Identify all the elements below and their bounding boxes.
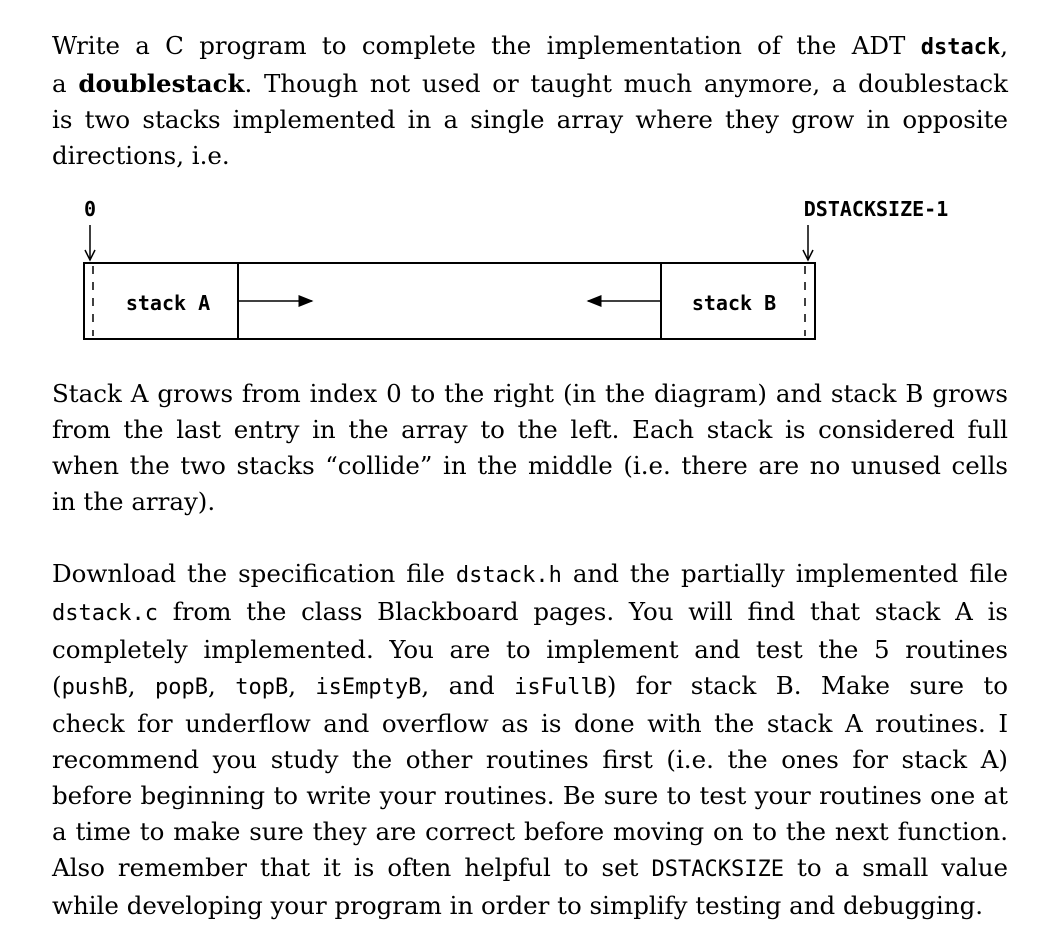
text-run: Download the specification file [52, 559, 456, 588]
code-popB: popB [155, 675, 208, 700]
stack-a-label: stack A [125, 291, 211, 315]
text-line: directions, i.e. [52, 141, 230, 170]
text-line: completely implemented. You are to implement and test the 5 routines [52, 635, 1008, 664]
text-line: in the array). [52, 487, 216, 516]
index-zero-label: 0 [83, 197, 97, 221]
text-line [52, 668, 1008, 706]
code-DSTACKSIZE: DSTACKSIZE [651, 857, 784, 882]
text-run: . Though not used or taught much anymore, a doublestack [244, 69, 1008, 98]
text-line [52, 556, 1008, 594]
text-line: a time to make sure they are correct before moving on to the next function. [52, 817, 1008, 846]
index-last-label: DSTACKSIZE-1 [803, 197, 949, 221]
text-run: to a small value [783, 853, 1008, 882]
text-run: , [127, 671, 156, 700]
code-isEmptyB: isEmptyB [315, 675, 422, 700]
text-run: Write a C program to complete the implementation of the ADT [52, 31, 921, 60]
text-run: a [52, 69, 79, 98]
text-line [52, 594, 1008, 632]
text-run: , and [421, 671, 515, 700]
text-line: while developing your program in order to simplify testing and debugging. [52, 891, 984, 920]
text-line: check for underflow and overflow as is done with the stack A routines. I [52, 709, 1008, 738]
text-line: when the two stacks “collide” in the middle (i.e. there are no unused cells [52, 451, 1008, 480]
code-dstack: dstack [920, 35, 1001, 60]
paragraph-instructions [52, 556, 1008, 924]
text-run: ( [52, 671, 62, 700]
text-run: , [208, 671, 236, 700]
code-dstack-h: dstack.h [455, 563, 562, 588]
text-line: Stack A grows from index 0 to the right (in the diagram) and stack B grows [52, 379, 1008, 408]
stack-b-label: stack B [691, 291, 777, 315]
text-run: from the class Blackboard pages. You will find that stack A is [157, 597, 1008, 626]
paragraph-stack-growth [52, 376, 1008, 520]
text-run: ) for stack B. Make sure to [606, 671, 1009, 700]
bold-term-doublestack: doublestack [78, 69, 245, 98]
text-line: is two stacks implemented in a single array where they grow in opposite [52, 105, 1008, 134]
text-line: recommend you study the other routines first (i.e. the ones for stack A) [52, 745, 1008, 774]
doublestack-diagram [0, 0, 1049, 360]
text-run: , [288, 671, 316, 700]
code-topB: topB [235, 675, 289, 700]
text-line [52, 850, 1008, 888]
code-dstack-c: dstack.c [52, 601, 158, 626]
text-line: before beginning to write your routines. Be sure to test your routines one at [52, 781, 1008, 810]
text-run: Also remember that it is often helpful to set [52, 853, 652, 882]
text-run: , [1000, 31, 1008, 60]
text-line: from the last entry in the array to the left. Each stack is considered full [52, 415, 1008, 444]
text-run: and the partially implemented file [561, 559, 1008, 588]
code-isFullB: isFullB [514, 675, 607, 700]
code-pushB: pushB [61, 675, 128, 700]
